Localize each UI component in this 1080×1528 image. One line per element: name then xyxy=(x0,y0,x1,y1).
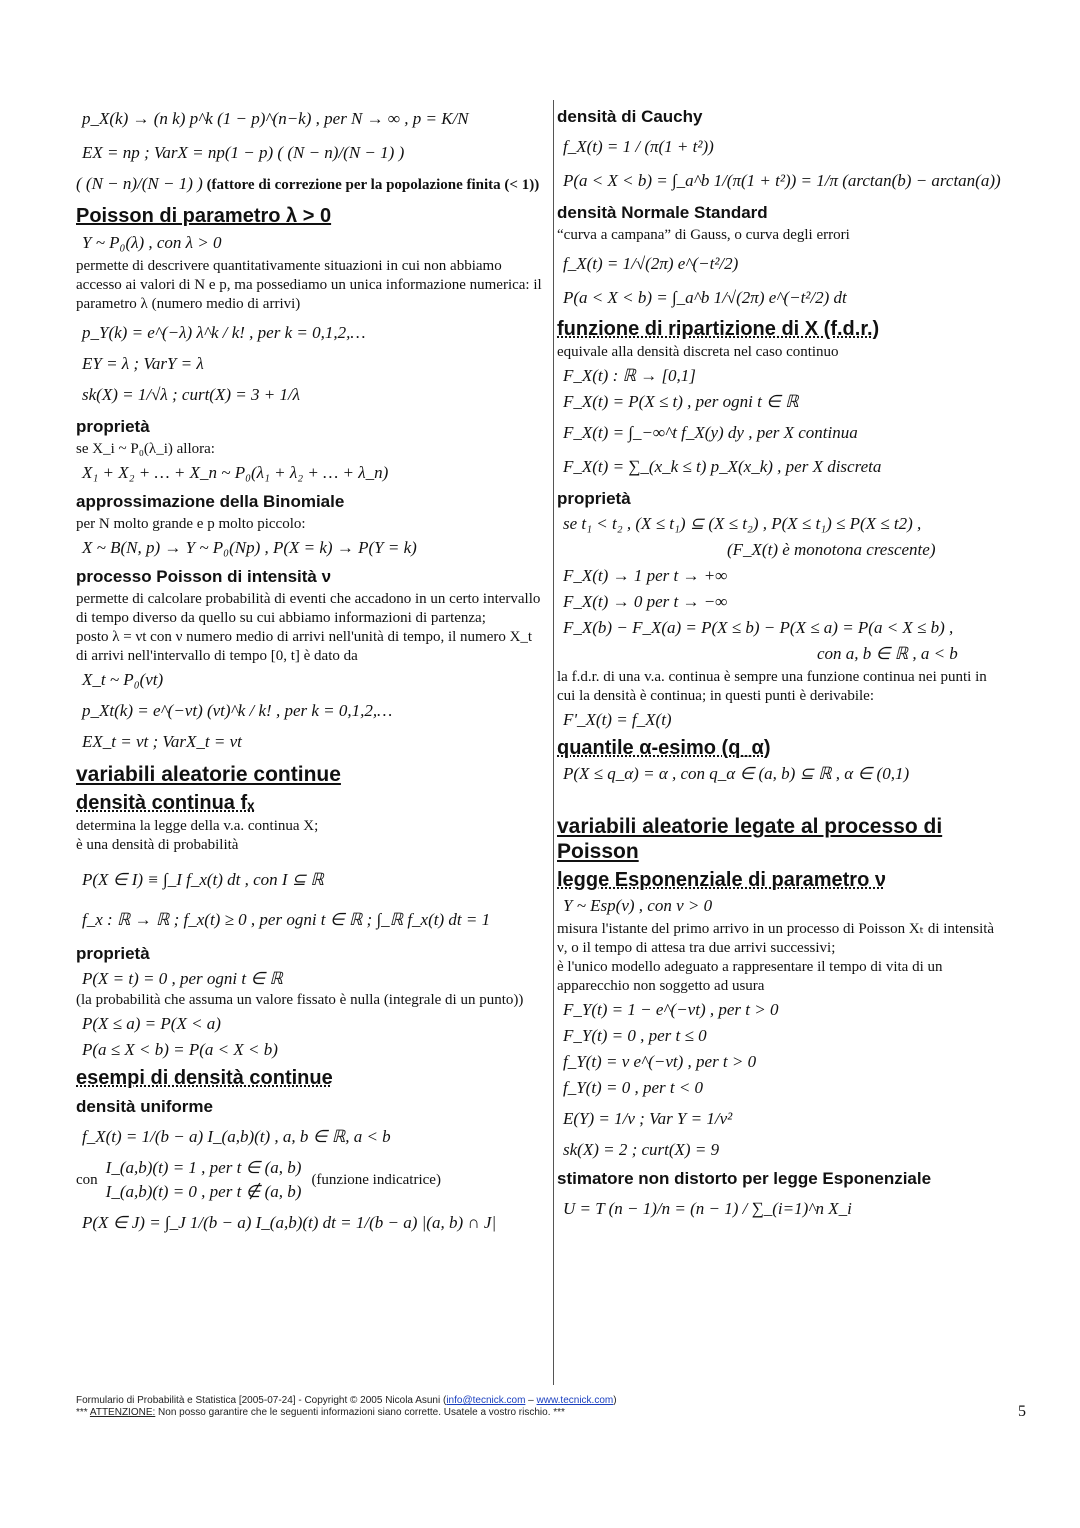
continuous-properties-formula-3: P(a ≤ X < b) = P(a < X < b) xyxy=(82,1040,278,1059)
indicator-function-block xyxy=(76,1156,546,1204)
poisson-moments: EY = λ ; VarY = λ xyxy=(82,354,204,373)
cdf-formula-2: F_X(t) = P(X ≤ t) , per ogni t ∈ ℝ xyxy=(563,392,799,411)
continuous-density-desc-1: determina la legge della v.a. continua X; xyxy=(76,818,319,834)
correction-factor-line xyxy=(76,172,546,196)
left-column xyxy=(76,100,546,1242)
poisson-process-description-2: posto λ = νt con ν numero medio di arrivi nell'unità di tempo, il numero X_t di arrivi nell'intervallo di tempo [0, t] è dato da xyxy=(76,629,533,664)
page-footer xyxy=(76,1395,617,1419)
continuous-density-formula-1: P(X ∈ I) ≡ ∫_I f_x(t) dt , con I ⊆ ℝ xyxy=(82,870,324,889)
footer-close-paren: ) xyxy=(613,1395,617,1406)
footer-separator: – xyxy=(525,1395,537,1406)
page-number: 5 xyxy=(1018,1403,1026,1420)
continuous-rv-title: variabili aleatorie continue xyxy=(76,763,341,786)
binomial-approx-text: per N molto grande e p molto piccolo: xyxy=(76,516,306,532)
uniform-density-formula: f_X(t) = 1/(b − a) I_(a,b)(t) , a, b ∈ ℝ, a < b xyxy=(82,1127,391,1146)
exponential-cdf-zero: F_Y(t) = 0 , per t ≤ 0 xyxy=(563,1026,707,1045)
footer-copyright-text: Formulario di Probabilità e Statistica [2005-07-24] - Copyright © 2005 Nicola Asuni ( xyxy=(76,1395,447,1406)
footer-warning-prefix: *** xyxy=(76,1407,90,1418)
footer-warning-label: ATTENZIONE: xyxy=(89,1407,156,1418)
uniform-density-title: densità uniforme xyxy=(76,1097,213,1116)
footer-copyright-line xyxy=(76,1395,617,1407)
normal-probability-formula: P(a < X < b) = ∫_a^b 1/√(2π) e^(−t²/2) dt xyxy=(563,288,847,307)
indicator-con-label: con xyxy=(76,1171,98,1188)
exponential-title: legge Esponenziale di parametro ν xyxy=(557,869,886,891)
correction-factor-formula: ( (N − n)/(N − 1) ) xyxy=(76,174,203,193)
cdf-properties-formula-1b: (F_X(t) è monotona crescente) xyxy=(727,540,936,559)
normal-title: densità Normale Standard xyxy=(557,203,768,222)
exponential-description-2: è l'unico modello adeguato a rappresentare il tempo di vita di un apparecchio non soggetto ad usura xyxy=(557,959,943,994)
right-column xyxy=(557,100,1001,1228)
exponential-moments: E(Y) = 1/ν ; Var Y = 1/ν² xyxy=(563,1109,733,1128)
cauchy-title: densità di Cauchy xyxy=(557,107,703,126)
cdf-properties-formula-4b: con a, b ∈ ℝ , a < b xyxy=(817,644,958,663)
cdf-properties-formula-2: F_X(t) → 1 per t → +∞ xyxy=(563,566,728,585)
poisson-definition: Y ~ P₀(λ) , con λ > 0 xyxy=(82,233,222,252)
poisson-title: Poisson di parametro λ > 0 xyxy=(76,205,332,227)
normal-density-formula: f_X(t) = 1/√(2π) e^(−t²/2) xyxy=(563,254,739,273)
quantile-title: quantile α-esimo (q_α) xyxy=(557,737,771,759)
continuous-density-title: densità continua fₓ xyxy=(76,792,255,814)
cauchy-density-formula: f_X(t) = 1 / (π(1 + t²)) xyxy=(563,137,714,156)
indicator-function-label: (funzione indicatrice) xyxy=(311,1171,441,1188)
cdf-derivative-formula: F'_X(t) = f_X(t) xyxy=(563,710,672,729)
cdf-formula-1: F_X(t) : ℝ → [0,1] xyxy=(563,366,696,385)
poisson-process-pmf: p_Xt(k) = e^(−νt) (νt)^k / k! , per k = 0,1,2,… xyxy=(82,701,393,720)
cdf-properties-description: la f.d.r. di una v.a. continua è sempre una funzione continua nei punti in cui la densità è continua; in questi punti è derivabile: xyxy=(557,669,987,704)
footer-warning-line xyxy=(76,1407,617,1419)
continuous-density-formula-2: f_x : ℝ → ℝ ; f_x(t) ≥ 0 , per ogni t ∈ ℝ ; ∫_ℝ f_x(t) dt = 1 xyxy=(82,910,491,929)
continuous-properties-formula-2: P(X ≤ a) = P(X < a) xyxy=(82,1014,221,1033)
poisson-process-moments: EX_t = νt ; VarX_t = νt xyxy=(82,732,242,751)
poisson-properties-title: proprietà xyxy=(76,417,150,436)
cdf-properties-formula-4: F_X(b) − F_X(a) = P(X ≤ b) − P(X ≤ a) = P(a < X ≤ b) , xyxy=(563,618,954,637)
exponential-pdf-positive: f_Y(t) = ν e^(−νt) , per t > 0 xyxy=(563,1052,757,1071)
indicator-formula-out: I_(a,b)(t) = 0 , per t ∉ (a, b) xyxy=(105,1182,302,1201)
binomial-approx-formula: X ~ B(N, p) → Y ~ P₀(Np) , P(X = k) → P(Y = k) xyxy=(82,538,417,557)
poisson-process-description: permette di calcolare probabilità di eventi che accadono in un certo intervallo di tempo diverso da quello su cui abbiamo informazioni di partenza; xyxy=(76,591,541,626)
continuous-properties-text: (la probabilità che assuma un valore fissato è nulla (integrale di un punto)) xyxy=(76,992,524,1008)
exponential-description: misura l'istante del primo arrivo in un processo di Poisson Xₜ di intensità ν, o il tempo di attesa tra due arrivi successivi; xyxy=(557,921,995,956)
footer-warning-text: Non posso garantire che le seguenti informazioni siano corrette. Usatele a vostro rischio. *** xyxy=(155,1407,565,1418)
spacer xyxy=(557,788,997,806)
quantile-formula: P(X ≤ q_α) = α , con q_α ∈ (a, b) ⊆ ℝ , α ∈ (0,1) xyxy=(563,764,910,783)
uniform-probability-formula: P(X ∈ J) = ∫_J 1/(b − a) I_(a,b)(t) dt = 1/(b − a) |(a, b) ∩ J| xyxy=(82,1213,497,1232)
indicator-formula-in: I_(a,b)(t) = 1 , per t ∈ (a, b) xyxy=(105,1158,302,1177)
correction-factor-text: (fattore di correzione per la popolazione finita (< 1)) xyxy=(206,177,540,193)
cdf-description: equivale alla densità discreta nel caso continuo xyxy=(557,344,839,360)
continuous-properties-formula-1: P(X = t) = 0 , per ogni t ∈ ℝ xyxy=(82,969,283,988)
poisson-process-definition: X_t ~ P₀(νt) xyxy=(82,670,164,689)
estimator-formula: U = T (n − 1)/n = (n − 1) / ∑_(i=1)^n X_i xyxy=(563,1199,852,1218)
poisson-description: permette di descrivere quantitativamente situazioni in cui non abbiamo accesso ai valori di N e p, ma possediamo un unica informazione numerica: il parametro λ (numero medio di arrivi) xyxy=(76,258,542,312)
poisson-process-title: processo Poisson di intensità ν xyxy=(76,567,332,586)
cdf-properties-formula-3: F_X(t) → 0 per t → −∞ xyxy=(563,592,728,611)
continuous-properties-title: proprietà xyxy=(76,944,150,963)
continuous-examples-title: esempi di densità continue xyxy=(76,1067,333,1089)
indicator-formulas xyxy=(106,1156,302,1204)
poisson-pmf: p_Y(k) = e^(−λ) λ^k / k! , per k = 0,1,2,… xyxy=(82,323,366,342)
estimator-title: stimatore non distorto per legge Esponenziale xyxy=(557,1169,932,1188)
continuous-density-desc-2: è una densità di probabilità xyxy=(76,837,239,853)
footer-email-link[interactable]: info@tecnick.com xyxy=(446,1395,526,1406)
exponential-pdf-zero: f_Y(t) = 0 , per t < 0 xyxy=(563,1078,704,1097)
binomial-approx-title: approssimazione della Binomiale xyxy=(76,492,345,511)
cdf-formula-4: F_X(t) = ∑_(x_k ≤ t) p_X(x_k) , per X discreta xyxy=(563,457,882,476)
footer-site-link[interactable]: www.tecnick.com xyxy=(536,1395,614,1406)
normal-description: “curva a campana” di Gauss, o curva degli errori xyxy=(557,227,850,243)
cdf-properties-formula-1: se t₁ < t₂ , (X ≤ t₁) ⊆ (X ≤ t₂) , P(X ≤ t₁) ≤ P(X ≤ t2) , xyxy=(563,514,922,533)
poisson-sum-formula: X₁ + X₂ + … + X_n ~ P₀(λ₁ + λ₂ + … + λ_n) xyxy=(82,463,389,482)
cdf-title: funzione di ripartizione di X (f.d.r.) xyxy=(557,318,880,340)
cdf-formula-3: F_X(t) = ∫_−∞^t f_X(y) dy , per X continua xyxy=(563,423,858,442)
poisson-properties-text: se X_i ~ P₀(λ_i) allora: xyxy=(76,441,215,457)
exponential-shape: sk(X) = 2 ; curt(X) = 9 xyxy=(563,1140,720,1159)
poisson-process-rv-title: variabili aleatorie legate al processo di Poisson xyxy=(557,815,943,863)
cauchy-probability-formula: P(a < X < b) = ∫_a^b 1/(π(1 + t²)) = 1/π (arctan(b) − arctan(a)) xyxy=(563,171,1001,190)
cdf-properties-title: proprietà xyxy=(557,489,631,508)
exponential-cdf-positive: F_Y(t) = 1 − e^(−νt) , per t > 0 xyxy=(563,1000,779,1019)
hypergeom-limit-formula: p_X(k) → (n k) p^k (1 − p)^(n−k) , per N → ∞ , p = K/N xyxy=(82,109,469,128)
hypergeom-moments-formula: EX = np ; VarX = np(1 − p) ( (N − n)/(N − 1) ) xyxy=(82,143,405,162)
poisson-shape: sk(X) = 1/√λ ; curt(X) = 3 + 1/λ xyxy=(82,385,301,404)
column-divider xyxy=(553,100,554,1385)
exponential-definition: Y ~ Esp(ν) , con ν > 0 xyxy=(563,896,713,915)
